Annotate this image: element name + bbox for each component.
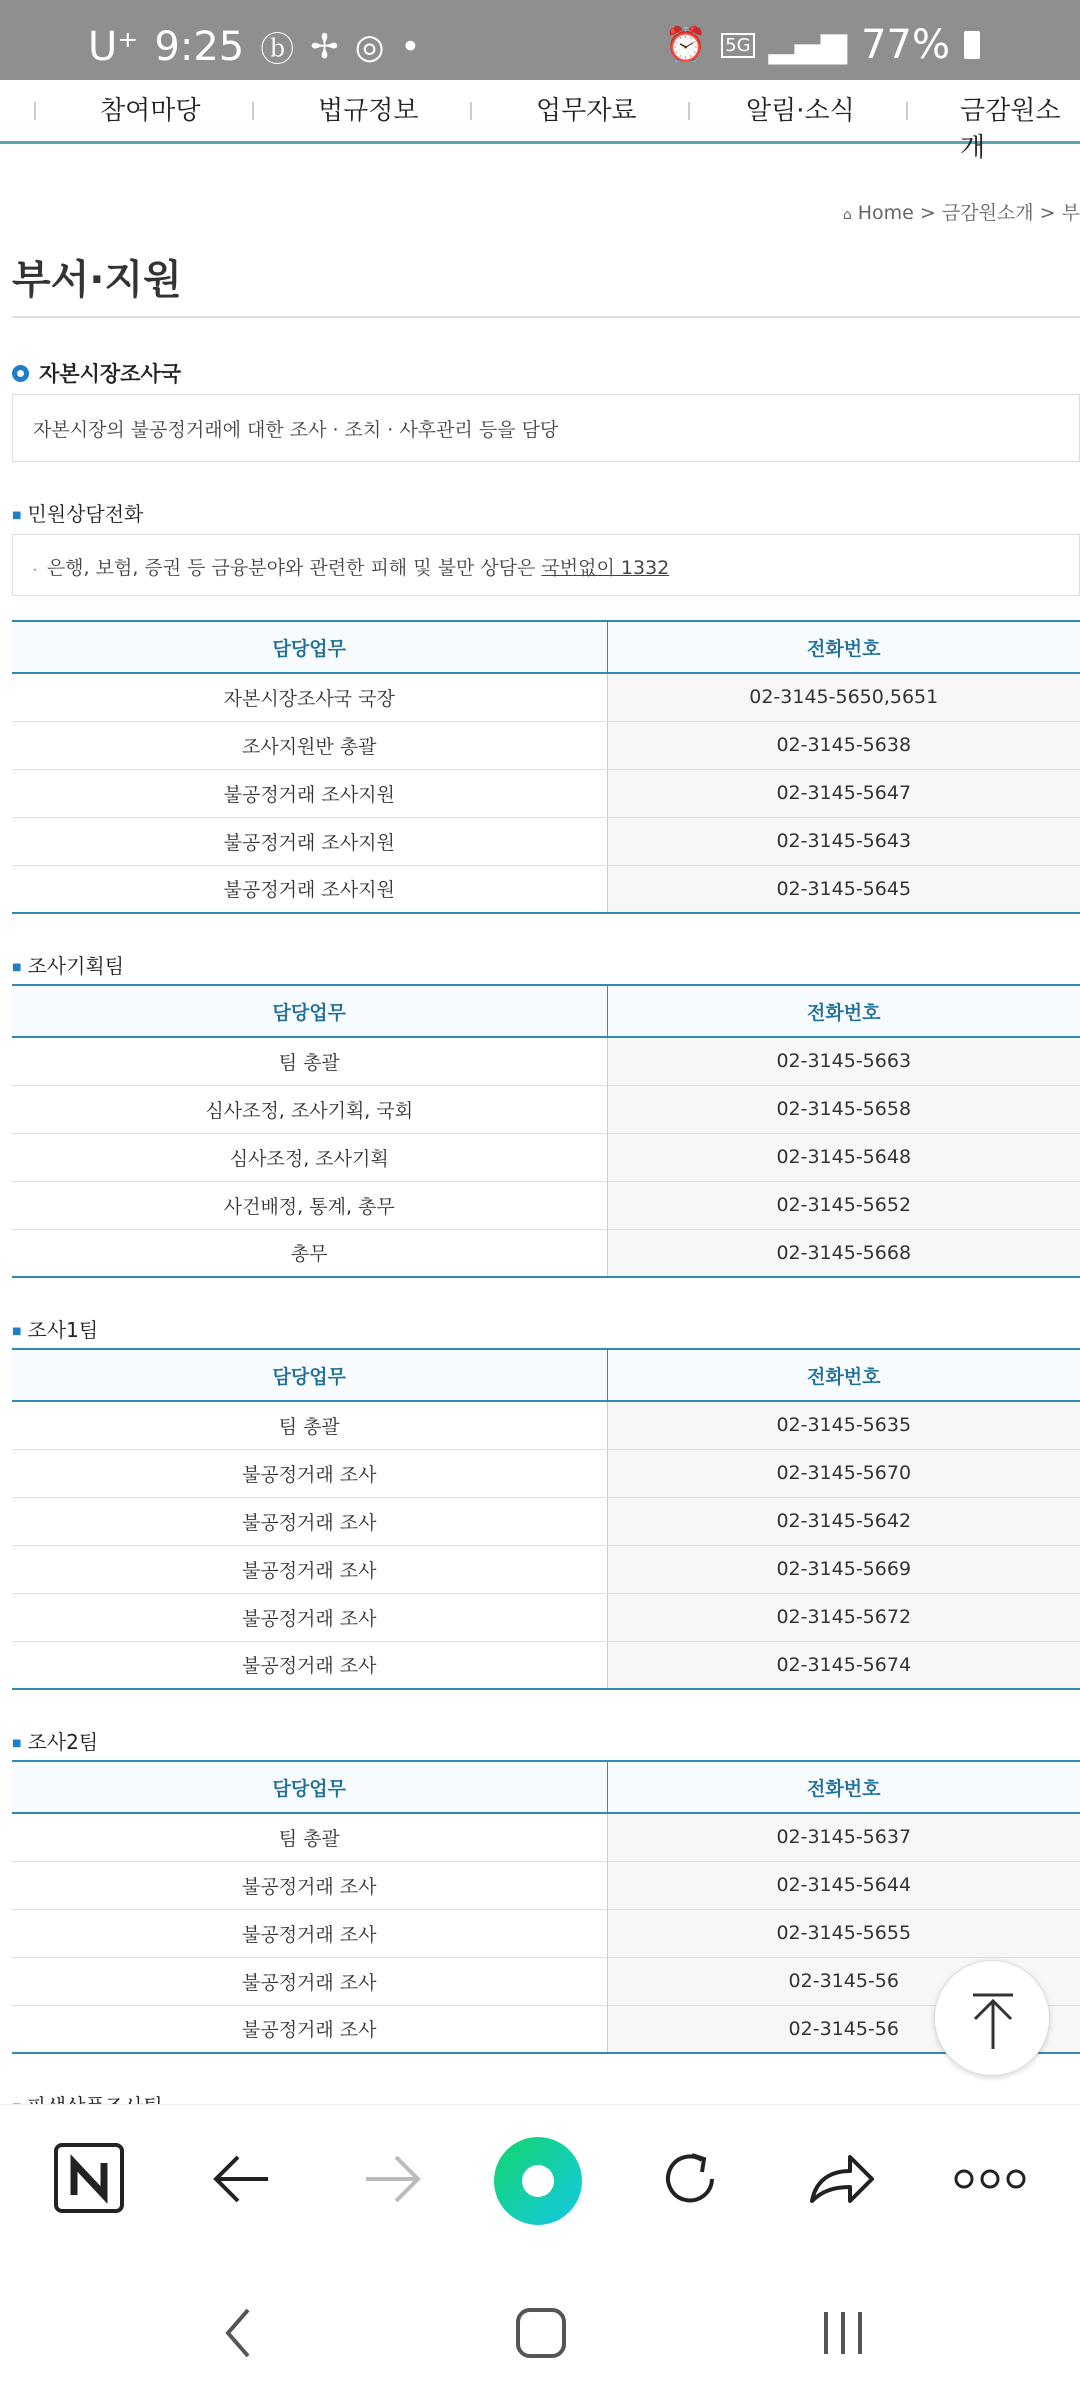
table-row (12, 2005, 1080, 2053)
top-nav (0, 80, 1080, 163)
dot-icon: • (400, 26, 421, 67)
system-back-icon[interactable] (204, 2298, 274, 2368)
duty-cell: 사건배정, 통계, 총무 (12, 1181, 607, 1229)
header-phone: 전화번호 (607, 985, 1080, 1037)
share-icon[interactable] (800, 2139, 880, 2219)
phone-cell: 02-3145-5668 (607, 1229, 1080, 1277)
duty-cell: 팀 총괄 (12, 1401, 607, 1449)
duty-cell: 불공정거래 조사 (12, 1593, 607, 1641)
bullet-icon: ■ (12, 1738, 22, 1749)
team-name: 조사2팀 (27, 1730, 99, 1754)
duty-cell: 총무 (12, 1229, 607, 1277)
nav-separator (906, 102, 908, 120)
nav-participation[interactable]: 참여마당 (100, 96, 201, 126)
phone-cell: 02-3145-5652 (607, 1181, 1080, 1229)
page-title: 부서·지원 (12, 257, 182, 303)
breadcrumb (843, 198, 1080, 225)
bullet-icon (12, 365, 29, 382)
header-phone: 전화번호 (607, 621, 1080, 673)
team-name: 조사1팀 (27, 1318, 99, 1342)
table-row (12, 1449, 1080, 1497)
battery-icon (964, 31, 980, 59)
browser-toolbar (0, 2104, 1080, 2254)
duty-cell: 불공정거래 조사지원 (12, 865, 607, 913)
phone-cell: 02-3145-5648 (607, 1133, 1080, 1181)
table-row (12, 1133, 1080, 1181)
department-name: 자본시장조사국 (39, 362, 182, 386)
nav-work-data[interactable]: 업무자료 (536, 96, 637, 126)
phone-cell: 02-3145-5670 (607, 1449, 1080, 1497)
duty-cell: 불공정거래 조사 (12, 2005, 607, 2053)
bullet-icon: ■ (12, 1326, 22, 1337)
consult-heading (12, 498, 143, 527)
naver-home-icon[interactable] (50, 2139, 130, 2219)
consult-phone-link[interactable]: 국번없이 1332 (541, 557, 670, 579)
consult-notice (12, 534, 1080, 596)
nav-regulations[interactable]: 법규정보 (318, 96, 419, 126)
duty-cell: 심사조정, 조사기획, 국회 (12, 1085, 607, 1133)
phone-cell: 02-3145-5669 (607, 1545, 1080, 1593)
department-description: 자본시장의 불공정거래에 대한 조사 · 조치 · 사후관리 등을 담당 (12, 394, 1080, 462)
duty-cell: 자본시장조사국 국장 (12, 673, 607, 721)
battery-level: 77% (861, 22, 950, 68)
phone-cell: 02-3145-5637 (607, 1813, 1080, 1861)
bullet-icon: · (33, 563, 37, 577)
contact-table (12, 620, 1080, 914)
duty-cell: 심사조정, 조사기획 (12, 1133, 607, 1181)
table-row (12, 1037, 1080, 1085)
phone-cell: 02-3145-5635 (607, 1401, 1080, 1449)
duty-cell: 팀 총괄 (12, 1037, 607, 1085)
duty-cell: 조사지원반 총괄 (12, 721, 607, 769)
duty-cell: 불공정거래 조사 (12, 1497, 607, 1545)
table-row (12, 1909, 1080, 1957)
phone-cell: 02-3145-5674 (607, 1641, 1080, 1689)
table-row (12, 817, 1080, 865)
duty-cell: 불공정거래 조사 (12, 1449, 607, 1497)
table-row (12, 865, 1080, 913)
duty-cell: 불공정거래 조사 (12, 1861, 607, 1909)
phone-cell: 02-3145-5645 (607, 865, 1080, 913)
header-phone: 전화번호 (607, 1349, 1080, 1401)
signal-icon: ▂▄▆ (768, 25, 848, 65)
table-row (12, 1593, 1080, 1641)
instagram-icon: ◎ (354, 26, 385, 67)
duty-cell: 팀 총괄 (12, 1813, 607, 1861)
table-row (12, 769, 1080, 817)
table-row (12, 1497, 1080, 1545)
duty-cell: 불공정거래 조사 (12, 1641, 607, 1689)
consult-text: 은행, 보험, 증권 등 금융분야와 관련한 피해 및 불만 상담은 (46, 557, 542, 579)
reload-icon[interactable] (650, 2139, 730, 2219)
table-row (12, 1957, 1080, 2005)
team-name: 조사기획팀 (27, 954, 125, 978)
header-duty: 담당업무 (12, 1349, 607, 1401)
table-row (12, 1229, 1080, 1277)
table-row (12, 1861, 1080, 1909)
duty-cell: 불공정거래 조사지원 (12, 817, 607, 865)
nav-news[interactable]: 알림·소식 (746, 96, 855, 126)
green-dot-icon[interactable] (494, 2137, 582, 2225)
consult-heading-text: 민원상담전화 (27, 502, 144, 526)
nav-separator (688, 102, 690, 120)
phone-cell: 02-3145-56 (607, 2005, 1080, 2053)
team-heading (12, 1314, 98, 1343)
table-row (12, 1085, 1080, 1133)
status-bar (0, 0, 1080, 80)
phone-cell: 02-3145-5658 (607, 1085, 1080, 1133)
header-duty: 담당업무 (12, 621, 607, 673)
clock: 9:25 (154, 23, 245, 70)
arrow-up-icon (935, 1961, 1051, 2077)
table-row (12, 721, 1080, 769)
table-row (12, 1401, 1080, 1449)
header-duty: 담당업무 (12, 1761, 607, 1813)
team-heading (12, 1726, 98, 1755)
department-heading (12, 358, 181, 388)
duty-cell: 불공정거래 조사 (12, 1909, 607, 1957)
forward-icon[interactable] (352, 2139, 432, 2219)
phone-cell: 02-3145-5663 (607, 1037, 1080, 1085)
nav-separator (34, 102, 36, 120)
table-row (12, 1641, 1080, 1689)
system-recents-icon[interactable] (808, 2298, 878, 2368)
table-row (12, 1545, 1080, 1593)
breadcrumb-text[interactable]: Home > 금감원소개 > 부 (857, 202, 1080, 224)
nav-about[interactable]: 금감원소개 (960, 96, 1061, 163)
nav-separator (252, 102, 254, 120)
table-row (12, 673, 1080, 721)
contact-table (12, 984, 1080, 1278)
phone-cell: 02-3145-5643 (607, 817, 1080, 865)
phone-cell: 02-3145-5655 (607, 1909, 1080, 1957)
phone-cell: 02-3145-56 (607, 1957, 1080, 2005)
contact-table (12, 1760, 1080, 2054)
duty-cell: 불공정거래 조사 (12, 1545, 607, 1593)
nav-separator (470, 102, 472, 120)
phone-cell: 02-3145-5638 (607, 721, 1080, 769)
alarm-icon: ⏰ (664, 25, 708, 65)
header-phone: 전화번호 (607, 1761, 1080, 1813)
table-row (12, 1813, 1080, 1861)
system-nav-bar (0, 2254, 1080, 2400)
phone-cell: 02-3145-5650,5651 (607, 673, 1080, 721)
duty-cell: 불공정거래 조사지원 (12, 769, 607, 817)
band-app-icon: ⓑ (260, 30, 295, 70)
bullet-icon: ■ (12, 962, 22, 973)
contact-table (12, 1348, 1080, 1690)
back-icon[interactable] (202, 2139, 282, 2219)
duty-cell: 불공정거래 조사 (12, 1957, 607, 2005)
main-content (0, 144, 1080, 2104)
network-badge: 5G (721, 33, 754, 58)
bullet-icon: ■ (12, 510, 22, 521)
phone-cell: 02-3145-5644 (607, 1861, 1080, 1909)
fan-icon: ✢ (310, 26, 339, 67)
phone-cell: 02-3145-5672 (607, 1593, 1080, 1641)
home-icon: ⌂ (842, 207, 852, 223)
divider (12, 316, 1080, 318)
team-heading (12, 950, 124, 979)
phone-cell: 02-3145-5642 (607, 1497, 1080, 1545)
phone-cell: 02-3145-5647 (607, 769, 1080, 817)
more-icon[interactable] (950, 2139, 1030, 2219)
system-home-icon[interactable] (506, 2298, 576, 2368)
scroll-top-button[interactable] (934, 1960, 1050, 2076)
header-duty: 담당업무 (12, 985, 607, 1037)
carrier-label: U⁺ (88, 23, 139, 70)
table-row (12, 1181, 1080, 1229)
